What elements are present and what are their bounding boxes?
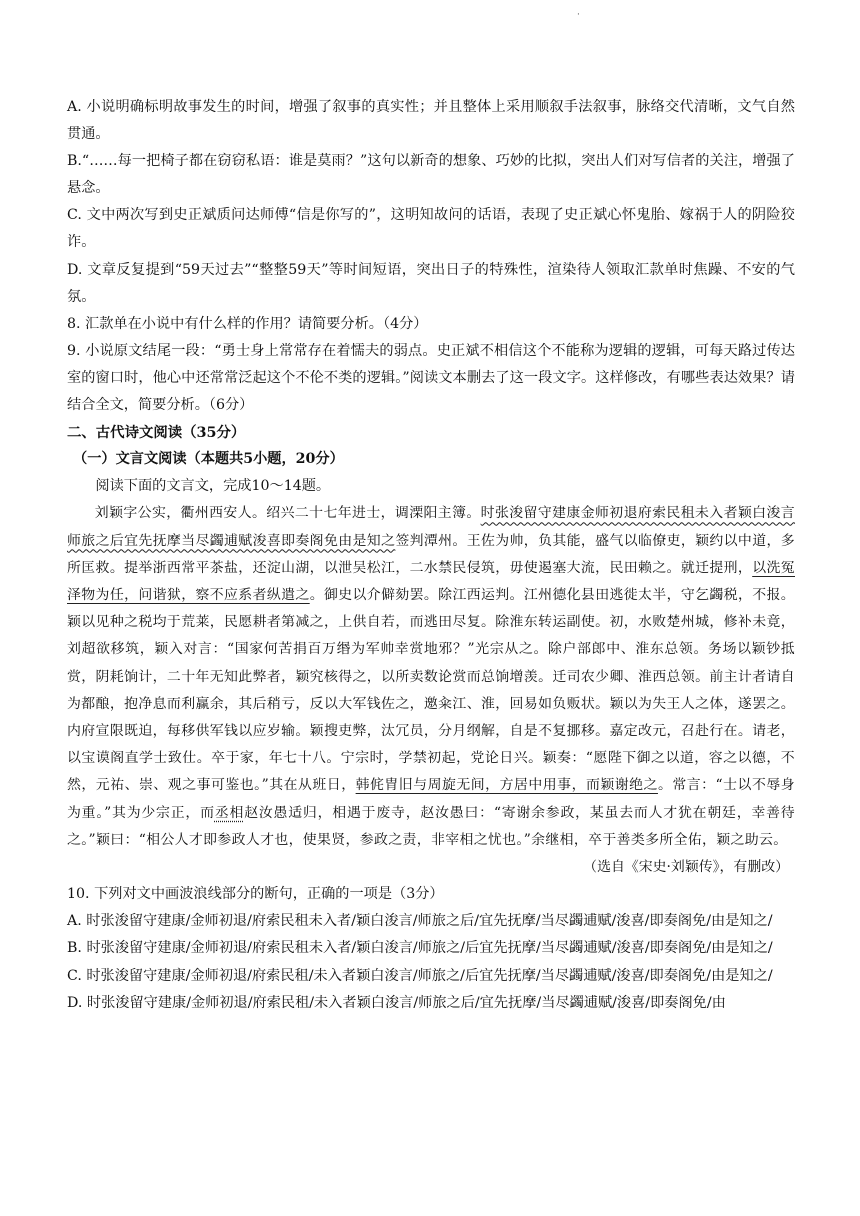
question-9: 9. 小说原文结尾一段：“勇士身上常常存在着懦夫的弱点。史正斌不相信这个不能称为逻辑的逻辑，可每天路过传达室的窗口时，他心中还常常泛起这个不伦不类的逻辑。”阅读文本删去了这一段文字。这样修改，有哪些表达效果？请结合全文，简要分析。（6分） <box>67 342 795 414</box>
passage-text-2: 签判潭州。王佐为帅，负其能，盛气以临僚吏，颖约以中道，多所匡救。提举浙西常平茶盐，还淀山湖，以泄吴松江，二水禁民侵筑，毋使遏塞大流，民田赖之。就迁提刑， <box>67 532 795 576</box>
question-8: 8. 汇款单在小说中有什么样的作用？请简要分析。（4分） <box>67 315 428 332</box>
q7-option-b: B.“……每一把椅子都在窃窃私语：谁是莫雨？”这句以新奇的想象、巧妙的比拟，突出人们对写信者的关注，增强了悬念。 <box>67 153 795 197</box>
question-10-stem: 10. 下列对文中画波浪线部分的断句，正确的一项是（3分） <box>67 886 444 903</box>
exam-page <box>67 94 795 1017</box>
passage-source: （选自《宋史·刘颖传》，有删改） <box>583 859 789 876</box>
section-heading: 二、古代诗文阅读（35分） <box>67 424 246 442</box>
passage-text-4: 。常言：“士以不辱身为重。”其为少宗正，而 <box>67 777 795 821</box>
q10-option-a: A. 时张浚留守建康/金师初退/府索民租未入者/颖白浚言/师旅之后/宜先抚摩/当尽蠲逋赋/浚喜/即奏阁免/由是知之/ <box>67 913 773 930</box>
passage-text-5: 赵汝愚适归，相遇于废寺，赵汝愚曰：“寄谢余参政，某虽去而人才犹在朝廷，幸善待之。”颖曰：“相公人才即参政人才也，使果贤，参政之责，非宰相之忧也。”余继相，卒于善类多所全佑，颖之助云。 <box>67 804 795 848</box>
q7-option-a: A. 小说明确标明故事发生的时间，增强了叙事的真实性；并且整体上采用顺叙手法叙事，脉络交代清晰，文气自然贯通。 <box>67 99 795 143</box>
q7-option-d: D. 文章反复提到“59天过去”“整整59天”等时间短语，突出日子的特殊性，渲染待人领取汇款单时焦躁、不安的气氛。 <box>67 261 795 305</box>
classical-passage <box>67 500 795 854</box>
q10-option-b: B. 时张浚留守建康/金师初退/府索民租未入者/颖白浚言/师旅之/后宜先抚摩/当尽蠲逋赋/浚喜/即奏阁免/由是知之/ <box>67 940 773 957</box>
underlined-sentence-1: 以洗冤泽物为任，问谐狱，察不应系者纵遣之 <box>67 559 795 604</box>
q7-option-c: C. 文中两次写到史正斌质问达师傅“信是你写的”，这明知故问的话语，表现了史正斌心怀鬼胎、嫁祸于人的阴险狡诈。 <box>67 207 795 251</box>
underlined-sentence-2: 韩侂胄旧与周旋无间，方居中用事，而颖谢绝之 <box>355 777 658 794</box>
q10-option-c: C. 时张浚留守建康/金师初退/府索民租/未入者颖白浚言/师旅之/后宜先抚摩/当尽蠲逋赋/浚喜/即奏阁免/由是知之/ <box>67 967 773 984</box>
wavy-underlined-text: 时张浚留守建康金师初退府索民租未入者颖白浚言师旅之后宜先抚摩当尽蠲逋赋浚喜即奏阁免由是知之 <box>67 505 796 549</box>
q10-option-d: D. 时张浚留守建康/金师初退/府索民租/未入者颖白浚言/师旅之后/宜先抚摩/当尽蠲逋赋/浚喜/即奏阁免/由 <box>67 994 726 1011</box>
passage-text-3: 。御史以介僻劾罢。除江西运判。江州德化县田逃徙太半，守乞蠲税，不报。颖以见种之税均于荒莱，民愿耕者第减之，上供自若，而逃田尽复。除淮东转运副使。初，水败楚州城，修补未竟，刘超欲移筑，颖入对言：“国家何苦捐百万缗为军帅幸赏地邪？”光宗从之。除户部郎中、淮东总领。务场以颖钞抵赏，阴耗饷计，二十年无知此弊者，颖究核得之，以所卖数论赏而总饷增羡。迁司农少卿、淮西总领。前主计者请自为都酿，抱净息而利赢余，其后稍亏，反以大军钱佐之，邀籴江、淮，回易如负贩状。颖以为失王人之体，遂罢之。内府宣限既迫，每移供军钱以应岁输。颖搜吏弊，汰冗员，分月纲解，自是不复挪移。嘉定改元，召赴行在。请老，以宝谟阁直学士致仕。卒于家，年七十八。宁宗时，学禁初起，党论日兴。颖奏：“愿陛下御之以道，容之以德，不然，元祐、崇、观之事可鉴也。”其在从班日， <box>67 587 796 794</box>
subsection-heading: （一）文言文阅读（本题共5小题，20分） <box>73 451 344 468</box>
reading-instruction: 阅读下面的文言文，完成10～14题。 <box>95 478 331 495</box>
header-dot: · <box>577 10 580 20</box>
dotted-term: 丞相 <box>214 804 245 821</box>
passage-text-1: 刘颖字公实，衢州西安人。绍兴二十七年进士，调溧阳主簿。 <box>94 505 481 522</box>
